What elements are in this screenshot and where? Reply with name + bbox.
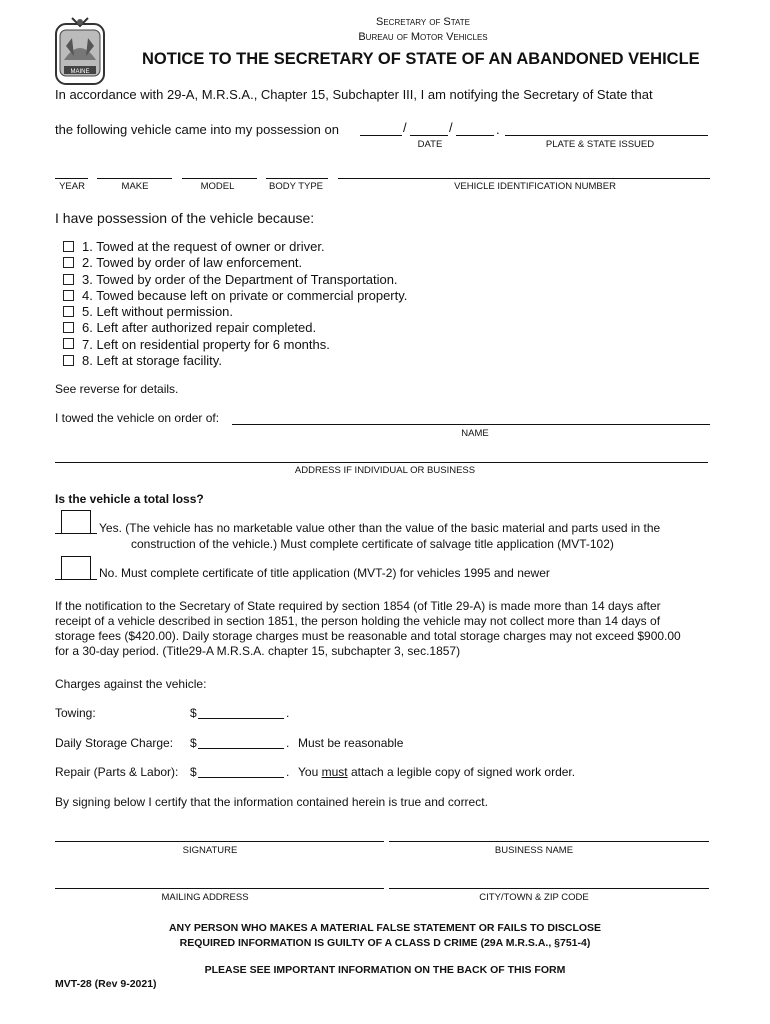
address-field[interactable]	[55, 462, 708, 463]
intro-line-1: In accordance with 29-A, M.R.S.A., Chapter 15, Subchapter III, I am notifying the Secretary of State that	[55, 87, 653, 102]
towing-amount-field[interactable]	[198, 718, 284, 719]
reason-4-label: 4. Towed because left on private or commercial property.	[82, 288, 408, 303]
bureau-name: Bureau of Motor Vehicles	[358, 31, 488, 43]
reason-3-label: 3. Towed by order of the Department of Transportation.	[82, 272, 398, 287]
reason-6-label: 6. Left after authorized repair completed.	[82, 320, 317, 335]
possession-heading: I have possession of the vehicle because:	[55, 210, 315, 226]
notice-line-2: receipt of a vehicle described in section 1851, the person holding the vehicle may not collect more than 14 days of	[55, 614, 661, 628]
notice-line-3: storage fees ($420.00). Daily storage charges must be reasonable and total storage charges may not exceed $900.00	[55, 629, 681, 643]
certify-statement: By signing below I certify that the information contained herein is true and correct.	[55, 795, 488, 809]
repair-dollar: $	[190, 765, 197, 779]
reason-8-label: 8. Left at storage facility.	[82, 353, 222, 368]
name-field[interactable]	[232, 424, 710, 425]
storage-label: Daily Storage Charge:	[55, 736, 174, 750]
storage-note: Must be reasonable	[298, 736, 404, 750]
reason-6-checkbox[interactable]	[63, 322, 74, 333]
reason-1-checkbox[interactable]	[63, 241, 74, 252]
form-id: MVT-28 (Rev 9-2021)	[55, 978, 157, 990]
repair-amount-field[interactable]	[198, 777, 284, 778]
repair-note-must: must	[321, 765, 348, 779]
see-reverse: See reverse for details.	[55, 382, 179, 396]
total-loss-question: Is the vehicle a total loss?	[55, 492, 204, 506]
business-name-caption: BUSINESS NAME	[494, 845, 574, 856]
make-caption: MAKE	[121, 181, 149, 192]
intro-line-2: the following vehicle came into my possession on	[55, 122, 339, 137]
date-month-field[interactable]	[360, 135, 402, 136]
vin-field[interactable]	[338, 178, 710, 179]
reason-8-checkbox[interactable]	[63, 355, 74, 366]
no-text: No. Must complete certificate of title application (MVT-2) for vehicles 1995 and newer	[99, 566, 550, 580]
make-field[interactable]	[97, 178, 172, 179]
reason-5-checkbox[interactable]	[63, 306, 74, 317]
body-type-caption: BODY TYPE	[268, 181, 324, 192]
towed-on-order-label: I towed the vehicle on order of:	[55, 411, 220, 425]
date-year-field[interactable]	[456, 135, 494, 136]
address-caption: ADDRESS IF INDIVIDUAL OR BUSINESS	[294, 465, 476, 476]
date-slash: /	[449, 120, 453, 135]
yes-underline	[55, 533, 97, 534]
date-caption: DATE	[417, 139, 443, 150]
plate-caption: PLATE & STATE ISSUED	[545, 139, 655, 150]
date-slash: /	[403, 120, 407, 135]
reason-4-checkbox[interactable]	[63, 290, 74, 301]
signature-field[interactable]	[55, 841, 384, 842]
form-title: NOTICE TO THE SECRETARY OF STATE OF AN ABANDONED VEHICLE	[142, 50, 700, 68]
year-field[interactable]	[55, 178, 88, 179]
reason-2-label: 2. Towed by order of law enforcement.	[82, 255, 303, 270]
body-type-field[interactable]	[266, 178, 328, 179]
reason-5-label: 5. Left without permission.	[82, 304, 234, 319]
towing-label: Towing:	[55, 706, 96, 720]
yes-text-1: Yes. (The vehicle has no marketable value other than the value of the basic material and parts used in the	[99, 521, 661, 535]
repair-label: Repair (Parts & Labor):	[55, 765, 179, 779]
warning-line-2: REQUIRED INFORMATION IS GUILTY OF A CLASS D CRIME (29A M.R.S.A., §751-4)	[179, 937, 591, 949]
storage-dollar: $	[190, 736, 197, 750]
towing-dollar: $	[190, 706, 197, 720]
towing-period: .	[286, 706, 290, 720]
repair-note-pre: You	[298, 765, 319, 779]
reason-7-label: 7. Left on residential property for 6 months.	[82, 337, 330, 352]
storage-period: .	[286, 736, 290, 750]
mailing-address-caption: MAILING ADDRESS	[161, 892, 249, 903]
signature-caption: SIGNATURE	[182, 845, 238, 856]
model-field[interactable]	[182, 178, 257, 179]
no-underline	[55, 579, 97, 580]
reason-2-checkbox[interactable]	[63, 257, 74, 268]
charges-heading: Charges against the vehicle:	[55, 677, 207, 691]
name-caption: NAME	[461, 428, 489, 439]
reason-7-checkbox[interactable]	[63, 338, 74, 349]
city-zip-field[interactable]	[389, 888, 709, 889]
year-caption: YEAR	[59, 181, 85, 192]
seal-banner: MAINE	[70, 69, 90, 75]
plate-field[interactable]	[505, 135, 708, 136]
repair-note	[298, 765, 575, 779]
storage-amount-field[interactable]	[198, 748, 284, 749]
repair-note-post: attach a legible copy of signed work order.	[350, 765, 576, 779]
notice-line-4: for a 30-day period. (Title29-A M.R.S.A. chapter 15, subchapter 3, sec.1857)	[55, 644, 461, 658]
business-name-field[interactable]	[389, 841, 709, 842]
mailing-address-field[interactable]	[55, 888, 384, 889]
agency-name: Secretary of State	[376, 16, 470, 28]
total-loss-yes-box[interactable]	[61, 510, 91, 534]
date-period: .	[496, 122, 500, 137]
yes-text-2: construction of the vehicle.) Must complete certificate of salvage title application (MVT-102)	[131, 537, 614, 551]
vin-caption: VEHICLE IDENTIFICATION NUMBER	[454, 181, 616, 192]
city-zip-caption: CITY/TOWN & ZIP CODE	[479, 892, 589, 903]
notice-line-1: If the notification to the Secretary of State required by section 1854 (of Title 29-A) is made more than 14 days after	[55, 599, 661, 613]
date-day-field[interactable]	[410, 135, 448, 136]
reason-3-checkbox[interactable]	[63, 274, 74, 285]
reason-1-label: 1. Towed at the request of owner or driver.	[82, 239, 325, 254]
warning-line-1: ANY PERSON WHO MAKES A MATERIAL FALSE STATEMENT OR FAILS TO DISCLOSE	[168, 922, 602, 934]
model-caption: MODEL	[200, 181, 235, 192]
back-notice: PLEASE SEE IMPORTANT INFORMATION ON THE BACK OF THIS FORM	[204, 964, 566, 976]
repair-period: .	[286, 765, 290, 779]
total-loss-no-box[interactable]	[61, 556, 91, 580]
